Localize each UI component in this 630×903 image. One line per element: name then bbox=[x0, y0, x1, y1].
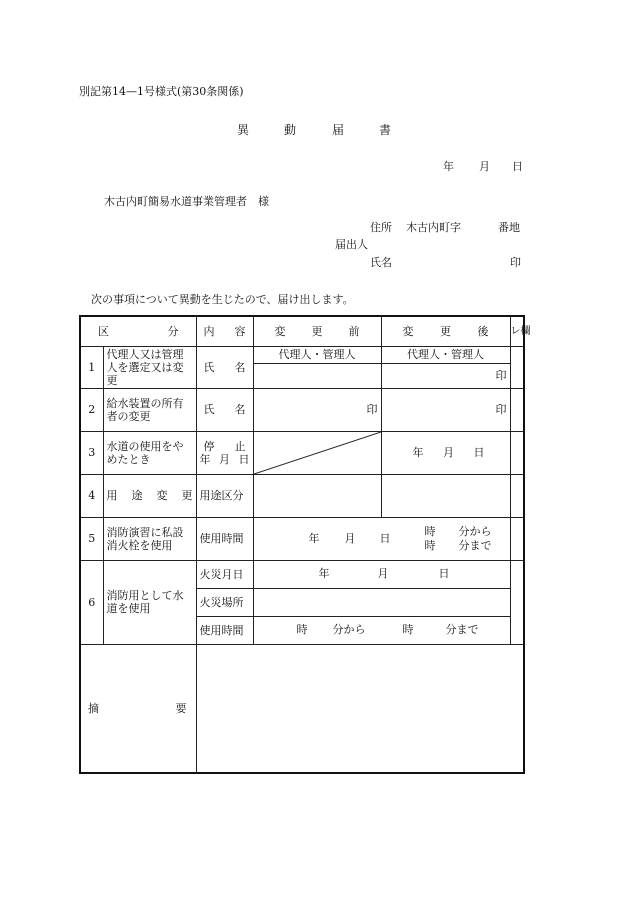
day-label: 日 bbox=[473, 446, 485, 459]
row-content: 用途区分 bbox=[196, 474, 253, 517]
header-char: 区 bbox=[98, 324, 109, 338]
title-char: 動 bbox=[284, 123, 297, 137]
content-char: 停 bbox=[203, 439, 215, 453]
before-usage-field[interactable] bbox=[253, 474, 381, 517]
after-name-seal[interactable]: 印 bbox=[381, 363, 510, 388]
year-label: 年 bbox=[308, 531, 320, 545]
address-label: 住所 bbox=[370, 221, 392, 234]
diagonal-line bbox=[254, 432, 381, 474]
content-char: 氏 bbox=[203, 360, 215, 374]
after-stop-date[interactable] bbox=[381, 431, 510, 474]
to-hour-label: 時 bbox=[402, 623, 414, 636]
check-cell[interactable] bbox=[510, 474, 524, 517]
addressee: 木古内町簡易水道事業管理者 様 bbox=[104, 195, 269, 208]
day-label: 日 bbox=[379, 531, 391, 545]
to-minute-label: 分まで bbox=[445, 623, 479, 636]
fire-use-time-field[interactable] bbox=[253, 616, 510, 644]
from-hour-label: 時 bbox=[424, 524, 436, 538]
to-minute-label: 分まで bbox=[458, 538, 492, 552]
table-row bbox=[80, 431, 524, 474]
title-char: 届 bbox=[332, 123, 345, 137]
content-char: 名 bbox=[234, 403, 246, 416]
content-char: 月 bbox=[219, 452, 230, 466]
from-minute-label: 分から bbox=[332, 623, 366, 636]
summary-label bbox=[80, 644, 196, 773]
category-char: 途 bbox=[131, 489, 143, 502]
summary-char: 摘 bbox=[88, 701, 99, 715]
address-value: 木古内町字 bbox=[406, 221, 461, 234]
fire-date-label: 火災月日 bbox=[196, 560, 253, 588]
content-char: 氏 bbox=[203, 403, 215, 416]
submission-date bbox=[0, 158, 630, 172]
header-char: 分 bbox=[167, 324, 179, 338]
header-char: 更 bbox=[440, 324, 451, 338]
row-content bbox=[196, 388, 253, 431]
form-reference: 別記第14—1号様式(第30条関係) bbox=[79, 85, 244, 98]
month-label: 月 bbox=[377, 567, 389, 580]
row-number: 3 bbox=[80, 431, 103, 474]
table-row bbox=[80, 474, 524, 517]
from-hour-label: 時 bbox=[296, 623, 308, 636]
row-content: 使用時間 bbox=[196, 517, 253, 560]
after-usage-field[interactable] bbox=[381, 474, 510, 517]
row-number: 4 bbox=[80, 474, 103, 517]
row-category: 水道の使用をやめたとき bbox=[103, 431, 196, 474]
header-char: 内 bbox=[203, 324, 215, 338]
check-cell[interactable] bbox=[510, 346, 524, 388]
title-char: 書 bbox=[379, 123, 392, 137]
header-check: レ欄 bbox=[510, 316, 524, 346]
table-row bbox=[80, 346, 524, 363]
intro-text: 次の事項について異動を生じたので、届け出します。 bbox=[91, 293, 354, 306]
from-minute-label: 分から bbox=[458, 524, 492, 538]
before-role: 代理人・管理人 bbox=[253, 346, 381, 363]
check-cell[interactable] bbox=[510, 517, 524, 560]
content-char: 年 bbox=[199, 452, 211, 466]
summary-row bbox=[80, 644, 524, 773]
check-cell[interactable] bbox=[510, 431, 524, 474]
header-char: 前 bbox=[348, 324, 360, 338]
fire-place-field[interactable] bbox=[253, 588, 510, 616]
check-cell[interactable] bbox=[510, 388, 524, 431]
header-after bbox=[381, 316, 510, 346]
check-cell[interactable] bbox=[510, 560, 524, 644]
year-label: 年 bbox=[443, 160, 454, 173]
row-number: 6 bbox=[80, 560, 103, 644]
after-role: 代理人・管理人 bbox=[381, 346, 510, 363]
category-char: 変 bbox=[156, 489, 168, 502]
applicant-label: 届出人 bbox=[335, 238, 368, 251]
row-category: 消防用として水道を使用 bbox=[103, 560, 196, 644]
row-number: 5 bbox=[80, 517, 103, 560]
content-char: 日 bbox=[238, 452, 250, 466]
title-char: 異 bbox=[237, 123, 250, 137]
content-char: 止 bbox=[234, 439, 246, 453]
table-header-row bbox=[80, 316, 524, 346]
table-row bbox=[80, 388, 524, 431]
header-category bbox=[80, 316, 196, 346]
month-label: 月 bbox=[479, 160, 490, 173]
day-label: 日 bbox=[512, 160, 523, 173]
header-char: 更 bbox=[311, 324, 323, 338]
summary-field[interactable] bbox=[196, 644, 524, 773]
header-content bbox=[196, 316, 253, 346]
row-category: 消防演習に私設消火栓を使用 bbox=[103, 517, 196, 560]
to-hour-label: 時 bbox=[424, 538, 436, 552]
header-char: 変 bbox=[274, 324, 286, 338]
year-label: 年 bbox=[412, 446, 424, 459]
fire-place-label: 火災場所 bbox=[196, 588, 253, 616]
row-category: 給水装置の所有者の変更 bbox=[103, 388, 196, 431]
month-label: 月 bbox=[344, 531, 356, 545]
day-label: 日 bbox=[438, 567, 450, 580]
name-label: 氏名 bbox=[370, 256, 392, 269]
row-category bbox=[103, 474, 196, 517]
table-row bbox=[80, 560, 524, 588]
drill-time-field[interactable] bbox=[253, 517, 510, 560]
before-name-field[interactable] bbox=[253, 363, 381, 388]
header-char: 後 bbox=[477, 324, 489, 338]
after-owner-seal[interactable]: 印 bbox=[381, 388, 510, 431]
header-char: 変 bbox=[402, 324, 414, 338]
header-before bbox=[253, 316, 381, 346]
applicant-seal: 印 bbox=[510, 256, 521, 269]
document-title bbox=[0, 121, 630, 135]
month-label: 月 bbox=[443, 446, 454, 459]
fire-date-field[interactable] bbox=[253, 560, 510, 588]
content-char: 名 bbox=[234, 360, 246, 374]
table-row bbox=[80, 517, 524, 560]
category-char: 用 bbox=[106, 489, 118, 502]
before-owner-seal[interactable]: 印 bbox=[253, 388, 381, 431]
use-time-label: 使用時間 bbox=[196, 616, 253, 644]
row-content bbox=[196, 346, 253, 388]
row-content bbox=[196, 431, 253, 474]
address-suffix: 番地 bbox=[498, 221, 520, 234]
year-label: 年 bbox=[318, 567, 330, 580]
header-char: 容 bbox=[234, 324, 246, 338]
before-diagonal-cell bbox=[253, 431, 381, 474]
category-char: 更 bbox=[181, 489, 193, 502]
row-category: 代理人又は管理人を選定又は変更 bbox=[103, 346, 196, 388]
notification-form-table bbox=[79, 315, 531, 774]
summary-char: 要 bbox=[175, 701, 187, 715]
row-number: 1 bbox=[80, 346, 103, 388]
row-number: 2 bbox=[80, 388, 103, 431]
